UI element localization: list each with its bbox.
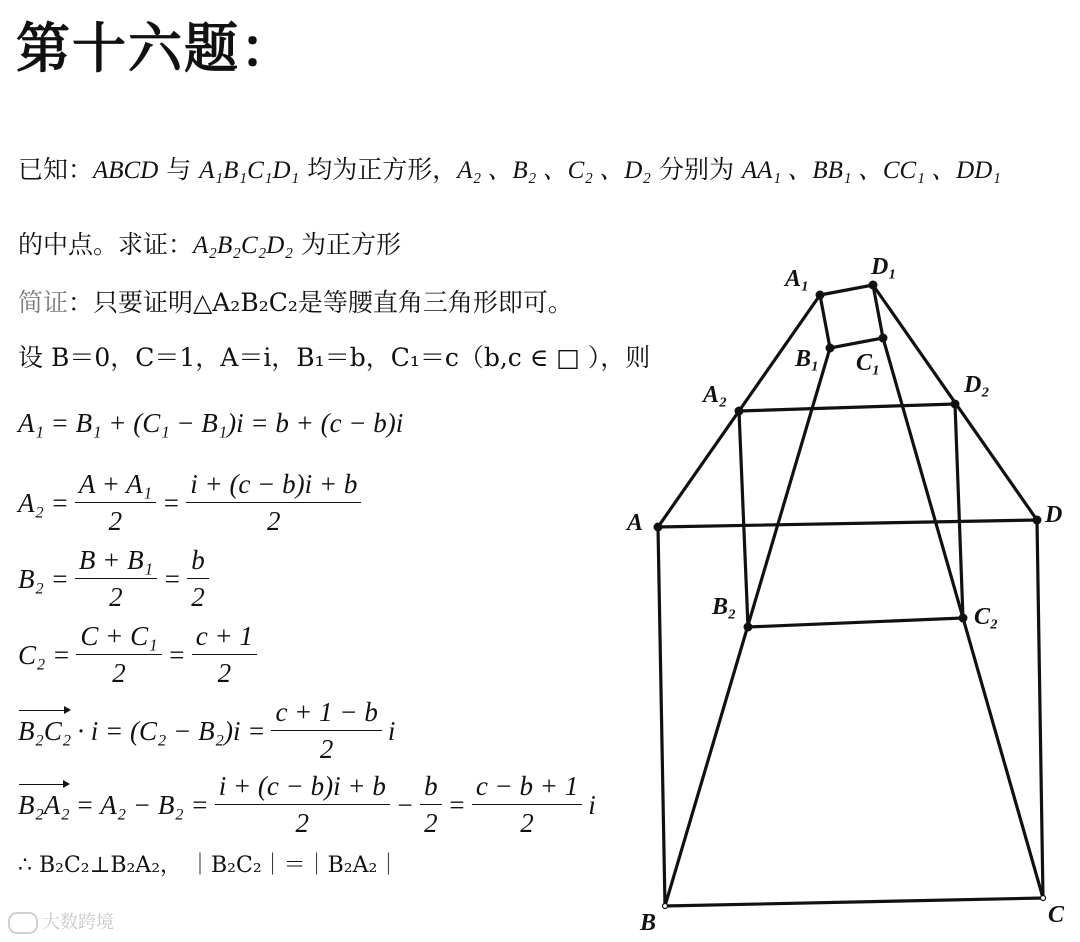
- label-a: A: [627, 510, 644, 536]
- fraction: [76, 622, 161, 688]
- point-d2: [951, 400, 960, 409]
- eq-c2-lhs: C₂ =: [18, 639, 71, 670]
- denominator: 2: [319, 733, 334, 764]
- denominator: 2: [112, 657, 126, 688]
- equation-c2: [18, 622, 263, 688]
- eq-b2c2-mid: · i = (C₂ − B₂)i =: [77, 715, 266, 746]
- given2-text: 的中点。求证：: [18, 230, 194, 259]
- label-a1: A₁: [785, 266, 810, 292]
- equation-a1-text: A₁ = B₁ + (C₁ − B₁)i = b + (c − b)i: [18, 408, 404, 438]
- setup-text: 设 B＝0，C＝1，A＝i，B₁＝b，C₁＝c（b,c ∈ □ ），则: [18, 343, 651, 372]
- fraction: [75, 546, 157, 612]
- denominator: 2: [424, 807, 438, 838]
- square-a1b1c1d1: A₁B₁C₁D₁: [199, 157, 300, 184]
- label-b2: B₂: [712, 594, 737, 620]
- point-c1: [879, 334, 888, 343]
- point-d1: [869, 281, 878, 290]
- label-d: D: [1045, 502, 1063, 528]
- vector-b2a2: B₂A₂: [18, 789, 70, 820]
- equals-sign: =: [161, 487, 181, 518]
- fraction: [472, 772, 582, 838]
- geometry-figure: [600, 240, 1080, 940]
- numerator: A + A₁: [75, 470, 156, 503]
- equals-sign: =: [162, 563, 182, 594]
- point-a1: [816, 291, 825, 300]
- point-c2: [959, 614, 968, 623]
- numerator: i + (c − b)i + b: [215, 772, 390, 805]
- square-abcd: ABCD: [93, 157, 159, 184]
- fraction: [215, 772, 390, 838]
- denominator: 2: [217, 657, 232, 688]
- numerator: b: [187, 546, 209, 579]
- eq-b2-lhs: B₂ =: [18, 563, 69, 594]
- label-a2: A₂: [703, 382, 728, 408]
- given-line-1: [18, 150, 1001, 186]
- equation-a2: [18, 470, 367, 536]
- square-a1b1c1d1-shape: [820, 285, 883, 348]
- eq-tail-i: i: [387, 715, 396, 746]
- equation-vec-b2c2: [18, 698, 395, 764]
- eq-b2a2-mid: = A₂ − B₂ =: [75, 789, 209, 820]
- label-c2: C₂: [974, 604, 999, 630]
- label-d2: D₂: [964, 372, 990, 398]
- denominator: 2: [267, 505, 281, 536]
- proof-intro: [18, 283, 573, 319]
- label-d1: D₁: [871, 254, 897, 280]
- equals-sign: =: [447, 789, 466, 820]
- point-c: [1041, 896, 1046, 901]
- equation-a1: [18, 408, 403, 439]
- point-a: [654, 523, 663, 532]
- numerator: c − b + 1: [472, 772, 582, 805]
- denominator: 2: [109, 581, 123, 612]
- fraction: [75, 470, 156, 536]
- proof-label: 简证: [18, 288, 69, 317]
- given-text-2: 分别为: [651, 155, 742, 184]
- point-a2: [735, 407, 744, 416]
- eq-tail-i: i: [588, 789, 596, 820]
- given-line-2: [18, 225, 401, 261]
- fraction: [192, 622, 257, 688]
- label-c: C: [1048, 902, 1065, 928]
- minus-sign: −: [395, 789, 415, 820]
- denominator: 2: [191, 581, 205, 612]
- given-and: 与: [158, 155, 200, 184]
- segments-list: AA₁ 、BB₁ 、CC₁ 、DD₁: [741, 157, 1001, 184]
- watermark-text: 大数跨境: [42, 912, 114, 933]
- square-a2b2c2d2-shape: [739, 404, 963, 627]
- given-prefix: 已知：: [18, 155, 94, 184]
- fraction: [271, 698, 381, 764]
- denominator: 2: [520, 807, 534, 838]
- watermark-logo-icon: [8, 912, 38, 934]
- given-text-1: 均为正方形，: [299, 155, 458, 184]
- denominator: 2: [295, 807, 310, 838]
- point-b1: [826, 344, 835, 353]
- point-b: [663, 904, 668, 909]
- page-title: 第十六题：: [16, 16, 296, 80]
- equation-vec-b2a2: [18, 772, 596, 838]
- numerator: c + 1: [192, 622, 257, 655]
- point-b2: [744, 623, 753, 632]
- conclusion: [18, 848, 399, 879]
- vector-b2c2: B₂C₂: [18, 715, 72, 746]
- equation-b2: [18, 546, 215, 612]
- given2-end: 为正方形: [293, 230, 402, 259]
- square-abcd-shape: [658, 520, 1043, 906]
- watermark: [8, 908, 114, 934]
- square-a2b2c2d2: A₂B₂C₂D₂: [193, 232, 294, 259]
- midpoints-list: A₂ 、B₂ 、C₂ 、D₂: [457, 157, 651, 184]
- fraction: [420, 772, 442, 838]
- numerator: b: [420, 772, 442, 805]
- eq-a2-lhs: A₂ =: [18, 487, 69, 518]
- numerator: i + (c − b)i + b: [186, 470, 361, 503]
- fraction: [186, 470, 361, 536]
- numerator: B + B₁: [75, 546, 157, 579]
- label-c1: C₁: [856, 350, 881, 376]
- setup-line: [18, 338, 650, 374]
- point-d: [1033, 516, 1042, 525]
- equals-sign: =: [167, 639, 186, 670]
- label-b: B: [640, 910, 657, 936]
- conclusion-text: ∴ B₂C₂⊥B₂A₂， ｜B₂C₂｜＝｜B₂A₂｜: [18, 853, 400, 878]
- denominator: 2: [108, 505, 123, 536]
- proof-intro-text: ：只要证明△A₂B₂C₂是等腰直角三角形即可。: [68, 288, 573, 317]
- label-b1: B₁: [795, 346, 820, 372]
- numerator: C + C₁: [76, 622, 161, 655]
- fraction: [187, 546, 209, 612]
- numerator: c + 1 − b: [271, 698, 381, 731]
